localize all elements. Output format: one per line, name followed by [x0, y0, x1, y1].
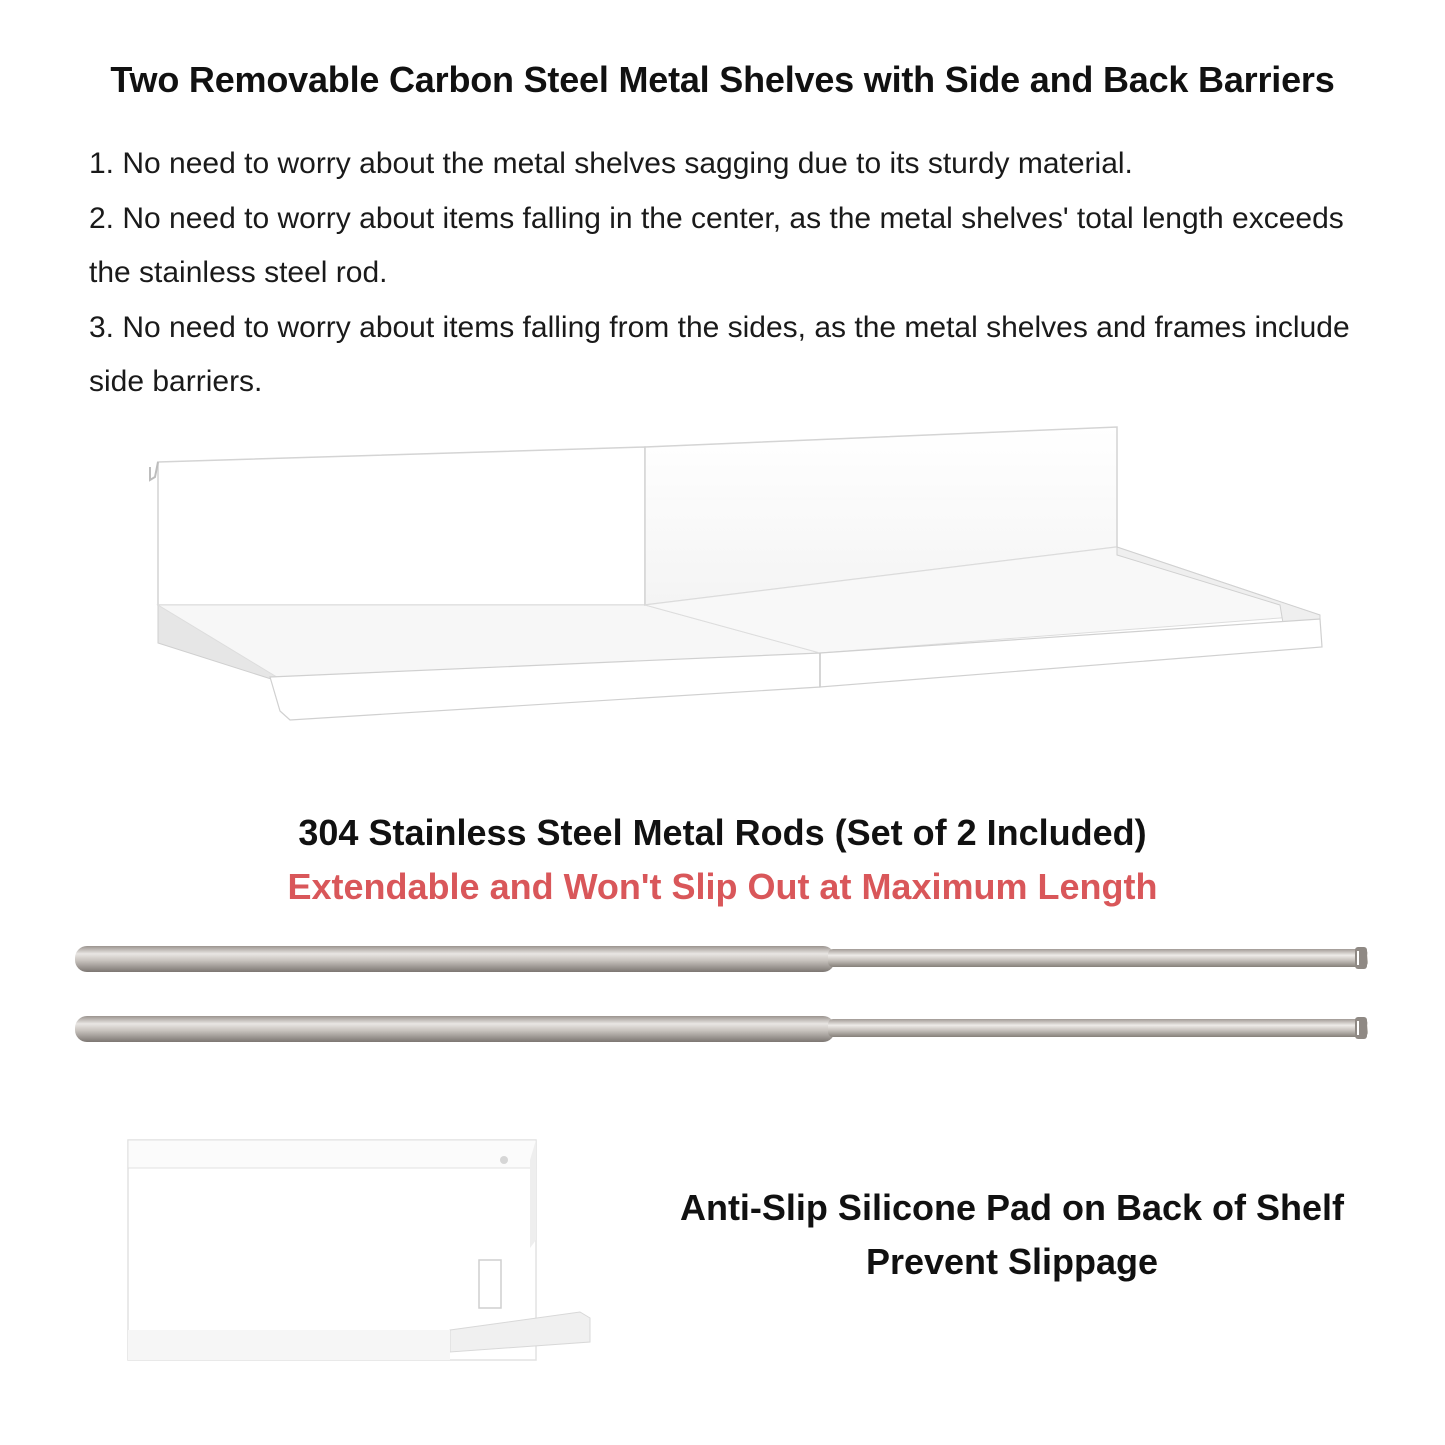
- feature-list: [89, 137, 1389, 410]
- two-shelves-image: [140, 415, 1340, 735]
- pad-caption-line-2: Prevent Slippage: [865, 1241, 1159, 1282]
- steel-rods-image: [70, 935, 1375, 1050]
- silicone-pad-caption: [612, 1181, 1412, 1289]
- rods-subtitle: Extendable and Won't Slip Out at Maximum Length: [287, 866, 1158, 907]
- pad-caption-line-1: Anti-Slip Silicone Pad on Back of Shelf: [679, 1187, 1345, 1228]
- rod-1: [75, 946, 1368, 972]
- feature-item-2: 2. No need to worry about items falling in the center, as the metal shelves' total length exceeds the stainless steel rod.: [89, 201, 1344, 289]
- feature-item-1: 1. No need to worry about the metal shelves sagging due to its sturdy material.: [89, 147, 1133, 180]
- silicone-pad: [479, 1260, 501, 1308]
- page-title: Two Removable Carbon Steel Metal Shelves with Side and Back Barriers: [110, 59, 1335, 100]
- feature-item-3: 3. No need to worry about items falling from the sides, as the metal shelves and frames include side barriers.: [89, 310, 1350, 398]
- rod-2: [75, 1016, 1368, 1042]
- shelf-back-image: [120, 1130, 600, 1370]
- rods-title: 304 Stainless Steel Metal Rods (Set of 2 Included): [298, 812, 1147, 853]
